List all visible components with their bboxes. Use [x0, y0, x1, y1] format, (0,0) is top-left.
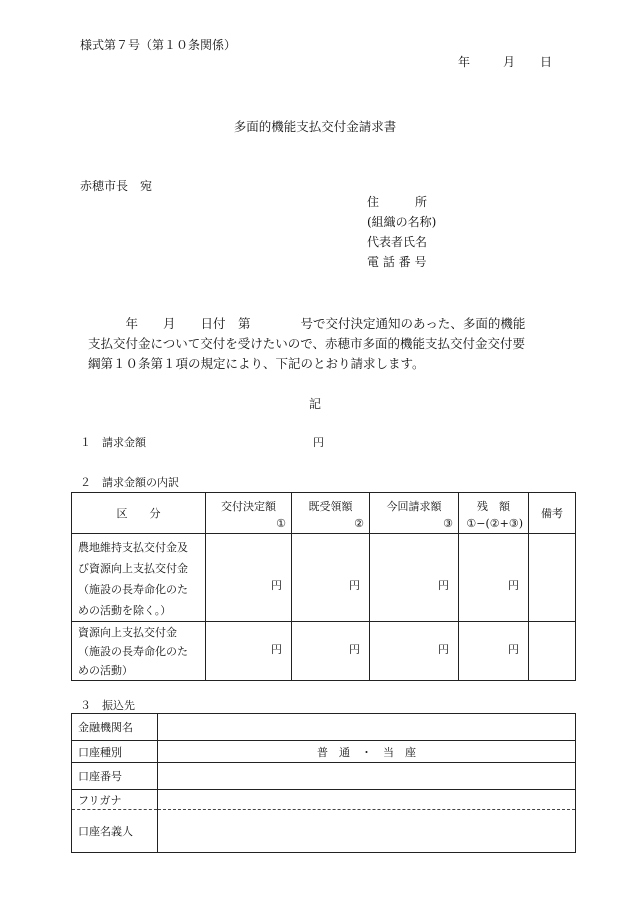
- table-row: [72, 534, 576, 622]
- section3-title: ３ 振込先: [80, 699, 135, 712]
- account-holder-label: 口座名義人: [72, 810, 158, 853]
- body-text-line: 支払交付金について交付を受けたいので、赤穂市多面的機能支払交付金交付要: [88, 336, 526, 351]
- furigana-label: フリガナ: [72, 790, 158, 810]
- furigana-field[interactable]: [158, 790, 576, 810]
- applicant-phone-label: 電 話 番 号: [367, 255, 427, 269]
- header-grant-decision-amount: 交付決定額 ①: [206, 493, 292, 534]
- amount-cell[interactable]: 円: [206, 622, 292, 681]
- table-row: [72, 810, 576, 853]
- row-label: 資源向上支払交付金 （施設の長寿命化のた めの活動）: [72, 622, 206, 681]
- date-month-label: 月: [503, 55, 516, 69]
- table-row: [72, 714, 576, 741]
- amount-cell[interactable]: 円: [206, 534, 292, 622]
- section1-yen-unit: 円: [313, 436, 324, 449]
- amount-cell[interactable]: 円: [292, 534, 370, 622]
- account-number-label: 口座番号: [72, 763, 158, 790]
- ki-heading: 記: [308, 397, 321, 411]
- body-text-line: 年 月 日付 第 号で交付決定通知のあった、多面的機能: [88, 316, 526, 331]
- amount-cell[interactable]: 円: [292, 622, 370, 681]
- amount-cell[interactable]: 円: [370, 534, 459, 622]
- amount-cell[interactable]: 円: [459, 534, 529, 622]
- bank-name-field[interactable]: [158, 714, 576, 741]
- section1-title: １ 請求金額: [80, 436, 146, 449]
- addressee: 赤穂市長 宛: [80, 179, 153, 193]
- body-text-line: 綱第１０条第１項の規定により、下記のとおり請求します。: [88, 356, 425, 371]
- account-holder-field[interactable]: [158, 810, 576, 853]
- header-received-amount: 既受領額 ②: [292, 493, 370, 534]
- remarks-cell[interactable]: [529, 534, 576, 622]
- amount-cell[interactable]: 円: [459, 622, 529, 681]
- account-type-label: 口座種別: [72, 741, 158, 763]
- header-current-request-amount: 今回請求額 ③: [370, 493, 459, 534]
- table-row: [72, 790, 576, 810]
- applicant-representative-label: 代表者氏名: [367, 235, 428, 249]
- document-title: 多面的機能支払交付金請求書: [233, 119, 397, 134]
- form-number: 様式第７号（第１０条関係）: [80, 38, 237, 52]
- account-type-options[interactable]: 普 通 ・ 当 座: [158, 741, 576, 763]
- account-number-field[interactable]: [158, 763, 576, 790]
- transfer-destination-table: [71, 713, 576, 853]
- date-day-label: 日: [540, 55, 553, 69]
- table-header-row: [72, 493, 576, 534]
- breakdown-table: [71, 492, 576, 681]
- table-row: [72, 741, 576, 763]
- bank-name-label: 金融機関名: [72, 714, 158, 741]
- header-category: 区 分: [72, 493, 206, 534]
- table-row: [72, 622, 576, 681]
- header-remarks: 備考: [529, 493, 576, 534]
- amount-cell[interactable]: 円: [370, 622, 459, 681]
- table-row: [72, 763, 576, 790]
- section2-title: ２ 請求金額の内訳: [80, 476, 179, 489]
- date-year-label: 年: [458, 55, 471, 69]
- remarks-cell[interactable]: [529, 622, 576, 681]
- applicant-address-label: 住 所: [367, 195, 428, 209]
- header-remaining-amount: 残 額 ①−(②+③): [459, 493, 529, 534]
- applicant-organization-label: (組織の名称): [367, 215, 437, 229]
- row-label: 農地維持支払交付金及 び資源向上支払交付金 （施設の長寿命化のた めの活動を除く。）: [72, 534, 206, 622]
